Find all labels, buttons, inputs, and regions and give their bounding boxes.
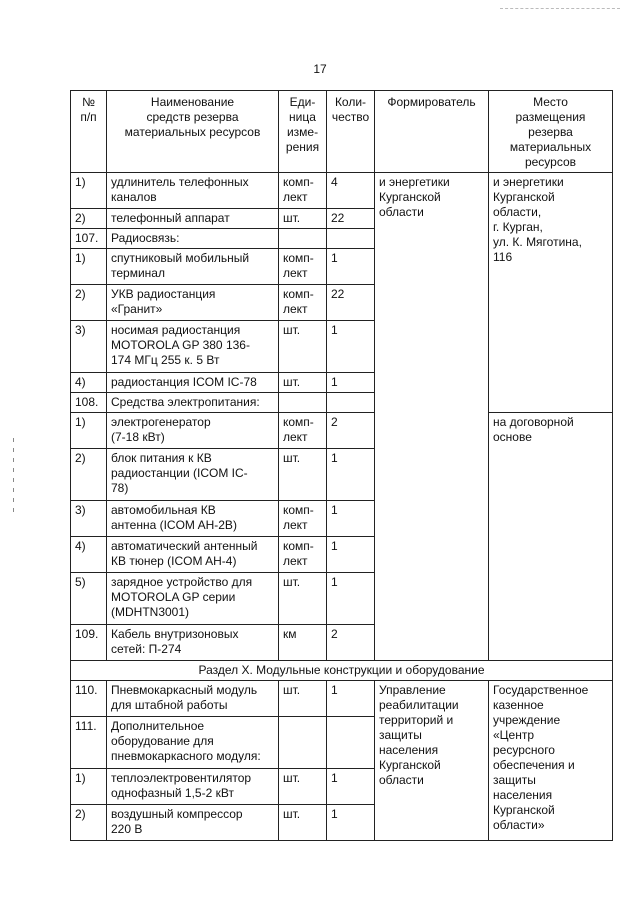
row-number: 109. bbox=[71, 625, 107, 661]
item-quantity bbox=[327, 229, 375, 249]
item-unit bbox=[279, 229, 327, 249]
item-unit: комп- лект bbox=[279, 249, 327, 285]
item-unit bbox=[279, 717, 327, 769]
item-quantity: 22 bbox=[327, 285, 375, 321]
item-unit: шт. bbox=[279, 573, 327, 625]
place-cell: Государственное казенное учреждение «Центр ресурсного обеспечения и защиты населения Курганской области» bbox=[489, 681, 613, 841]
item-name: теплоэлектровентилятор однофазный 1,5-2 кВт bbox=[107, 769, 279, 805]
place-cell-bottom: на договорной основе bbox=[489, 413, 613, 661]
table-section bbox=[71, 661, 613, 681]
row-number: 2) bbox=[71, 449, 107, 501]
item-unit: шт. bbox=[279, 209, 327, 229]
item-quantity: 1 bbox=[327, 769, 375, 805]
item-name: воздушный компрессор 220 В bbox=[107, 805, 279, 841]
row-number: 5) bbox=[71, 573, 107, 625]
item-name: удлинитель телефонных каналов bbox=[107, 173, 279, 209]
row-number: 110. bbox=[71, 681, 107, 717]
item-name: носимая радиостанция MOTOROLA GP 380 136- 174 МГц 255 к. 5 Вт bbox=[107, 321, 279, 373]
row-number: 1) bbox=[71, 769, 107, 805]
item-name: зарядное устройство для MOTOROLA GP серии (MDHTN3001) bbox=[107, 573, 279, 625]
item-quantity: 1 bbox=[327, 373, 375, 393]
item-unit: шт. bbox=[279, 373, 327, 393]
header-num: № п/п bbox=[71, 91, 107, 173]
item-name: Радиосвязь: bbox=[107, 229, 279, 249]
row-number: 108. bbox=[71, 393, 107, 413]
table-header bbox=[71, 91, 613, 173]
header-name: Наименование средств резерва материальных ресурсов bbox=[107, 91, 279, 173]
item-quantity: 1 bbox=[327, 501, 375, 537]
header-qty: Коли- чество bbox=[327, 91, 375, 173]
table-body-communications bbox=[71, 173, 613, 661]
header-unit: Еди- ница изме- рения bbox=[279, 91, 327, 173]
item-unit: комп- лект bbox=[279, 285, 327, 321]
item-quantity: 22 bbox=[327, 209, 375, 229]
item-quantity: 1 bbox=[327, 537, 375, 573]
row-number: 1) bbox=[71, 413, 107, 449]
row-number: 3) bbox=[71, 321, 107, 373]
header-former: Формирователь bbox=[375, 91, 489, 173]
item-unit: км bbox=[279, 625, 327, 661]
row-number: 1) bbox=[71, 173, 107, 209]
item-quantity: 2 bbox=[327, 413, 375, 449]
scan-margin-marks bbox=[10, 432, 20, 522]
item-name: Средства электропитания: bbox=[107, 393, 279, 413]
former-cell: Управление реабилитации территорий и защиты населения Курганской области bbox=[375, 681, 489, 841]
item-quantity: 1 bbox=[327, 681, 375, 717]
item-quantity: 2 bbox=[327, 625, 375, 661]
item-quantity bbox=[327, 717, 375, 769]
item-unit: комп- лект bbox=[279, 413, 327, 449]
item-unit: шт. bbox=[279, 681, 327, 717]
item-unit bbox=[279, 393, 327, 413]
item-name: телефонный аппарат bbox=[107, 209, 279, 229]
item-name: электрогенератор (7-18 кВт) bbox=[107, 413, 279, 449]
item-unit: комп- лект bbox=[279, 537, 327, 573]
row-number: 2) bbox=[71, 805, 107, 841]
item-quantity: 1 bbox=[327, 249, 375, 285]
reserve-table bbox=[70, 90, 613, 841]
item-name: Кабель внутризоновых сетей: П-274 bbox=[107, 625, 279, 661]
page-number: 17 bbox=[313, 62, 327, 76]
row-number: 111. bbox=[71, 717, 107, 769]
item-name: Пневмокаркасный модуль для штабной работы bbox=[107, 681, 279, 717]
item-unit: шт. bbox=[279, 449, 327, 501]
row-number: 3) bbox=[71, 501, 107, 537]
row-number: 107. bbox=[71, 229, 107, 249]
item-name: автомобильная КВ антенна (ICOM AH-2B) bbox=[107, 501, 279, 537]
item-quantity: 1 bbox=[327, 449, 375, 501]
item-name: автоматический антенный КВ тюнер (ICOM AH-4) bbox=[107, 537, 279, 573]
item-unit: комп- лект bbox=[279, 173, 327, 209]
item-quantity: 4 bbox=[327, 173, 375, 209]
item-unit: шт. bbox=[279, 769, 327, 805]
table-row bbox=[71, 173, 613, 209]
item-name: спутниковый мобильный терминал bbox=[107, 249, 279, 285]
place-cell-top: и энергетики Курганской области, г. Курган, ул. К. Мяготина, 116 bbox=[489, 173, 613, 413]
item-quantity: 1 bbox=[327, 321, 375, 373]
table-row bbox=[71, 681, 613, 717]
item-name: Дополнительное оборудование для пневмокаркасного модуля: bbox=[107, 717, 279, 769]
item-quantity: 1 bbox=[327, 573, 375, 625]
item-quantity bbox=[327, 393, 375, 413]
table-body-modules bbox=[71, 681, 613, 841]
item-name: УКВ радиостанция «Гранит» bbox=[107, 285, 279, 321]
table-row bbox=[71, 413, 613, 449]
row-number: 4) bbox=[71, 537, 107, 573]
scan-edge-dash bbox=[500, 8, 620, 10]
header-place: Место размещения резерва материальных ресурсов bbox=[489, 91, 613, 173]
item-name: блок питания к КВ радиостанции (ICOM IC- 78) bbox=[107, 449, 279, 501]
item-unit: шт. bbox=[279, 805, 327, 841]
row-number: 1) bbox=[71, 249, 107, 285]
item-quantity: 1 bbox=[327, 805, 375, 841]
item-unit: шт. bbox=[279, 321, 327, 373]
row-number: 2) bbox=[71, 209, 107, 229]
item-unit: комп- лект bbox=[279, 501, 327, 537]
former-cell: и энергетики Курганской области bbox=[375, 173, 489, 661]
item-name: радиостанция ICOM IC-78 bbox=[107, 373, 279, 393]
row-number: 2) bbox=[71, 285, 107, 321]
section-title: Раздел X. Модульные конструкции и оборудование bbox=[71, 661, 613, 681]
row-number: 4) bbox=[71, 373, 107, 393]
